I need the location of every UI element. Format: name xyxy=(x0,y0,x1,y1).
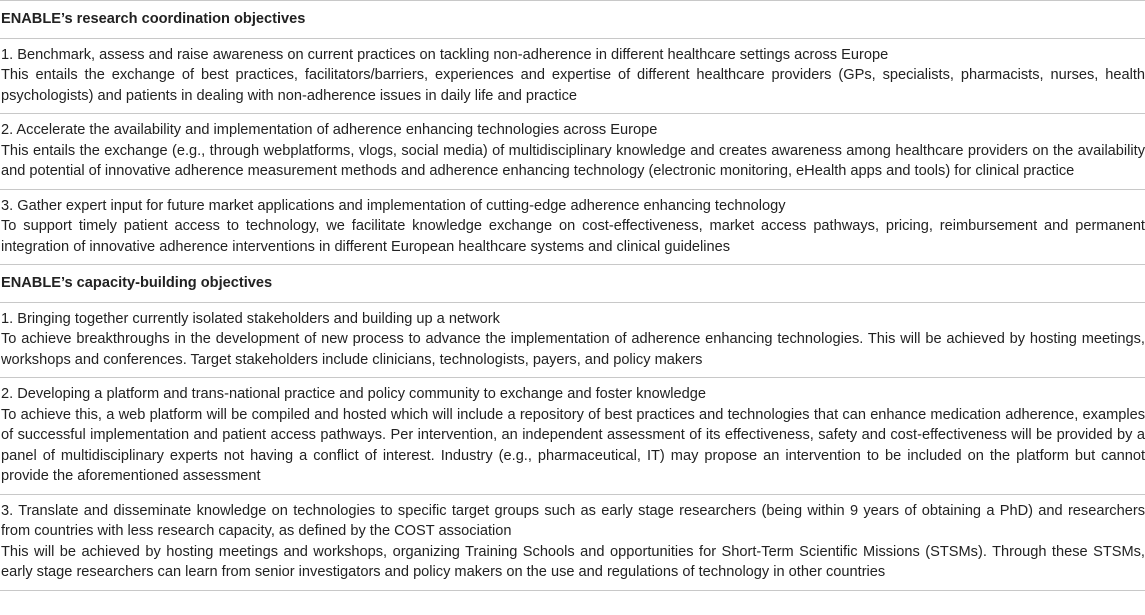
objective-title: 1. Benchmark, assess and raise awareness on current practices on tackling non-adherence in different healthcare settings across Europe xyxy=(1,46,889,63)
capacity-objective-3 xyxy=(0,494,1145,591)
research-objective-1 xyxy=(0,38,1145,114)
section-header-research-text: ENABLE’s research coordination objectives xyxy=(1,11,306,27)
objective-title: 2. Accelerate the availability and implementation of adherence enhancing technologies across Europe xyxy=(1,122,658,138)
objective-body: To support timely patient access to technology, we facilitate knowledge exchange on cost-effectiveness, market access pathways, pricing, reimbursement and permanent integration of innovative adherence interventions in different European healthcare systems and clinical guidelines xyxy=(1,218,1145,255)
section-header-research xyxy=(0,0,1145,38)
objective-body: This entails the exchange (e.g., through webplatforms, vlogs, social media) of multidisciplinary knowledge and creates awareness among healthcare providers on the availability and potential of innovative adherence measurement methods and adherence enhancing technology (electronic monitoring, eHealth apps and tools) for clinical practice xyxy=(1,142,1145,179)
objective-title: 3. Gather expert input for future market applications and implementation of cutting-edge adherence enhancing technology xyxy=(1,197,786,214)
section-header-capacity xyxy=(0,264,1145,302)
objective-title: 3. Translate and disseminate knowledge on technologies to specific target groups such as early stage researchers (being within 9 years of obtaining a PhD) and researchers from countries with less research capacity, as defined by the COST association xyxy=(1,502,1145,539)
objective-body: To achieve this, a web platform will be compiled and hosted which will include a repository of best practices and technologies that can enhance medication adherence, examples of successful implementation and patient access pathways. Per intervention, an independent assessment of its effectiveness, safety and cost-effectiveness will be provided by a panel of multidisciplinary experts not having a conflict of interest. Industry (e.g., pharmaceutical, IT) may propose an intervention to be included on the platform but cannot provide the aforementioned assessment xyxy=(1,406,1145,484)
objective-title: 2. Developing a platform and trans-national practice and policy community to exchange and foster knowledge xyxy=(1,386,706,402)
section-header-capacity-text: ENABLE’s capacity-building objectives xyxy=(1,275,273,291)
objective-body: This entails the exchange of best practices, facilitators/barriers, experiences and expertise of different healthcare providers (GPs, specialists, pharmacists, nurses, health psychologists) and patients in dealing with non-adherence issues in daily life and practice xyxy=(1,67,1145,104)
research-objective-2 xyxy=(0,113,1145,189)
objective-title: 1. Bringing together currently isolated stakeholders and building up a network xyxy=(1,310,500,327)
capacity-objective-1 xyxy=(0,302,1145,378)
research-objective-3 xyxy=(0,189,1145,265)
capacity-objective-2 xyxy=(0,377,1145,494)
objective-body: This will be achieved by hosting meetings and workshops, organizing Training Schools and opportunities for Short-Term Scientific Missions (STSMs). Through these STSMs, early stage researchers can learn from senior investigators and policy makers on the use and regulations of technology in other countries xyxy=(1,543,1145,580)
objective-body: To achieve breakthroughs in the development of new process to advance the implementation of adherence enhancing technologies. This will be achieved by hosting meetings, workshops and conferences. Target stakeholders include clinicians, technologists, payers, and policy makers xyxy=(1,331,1145,368)
